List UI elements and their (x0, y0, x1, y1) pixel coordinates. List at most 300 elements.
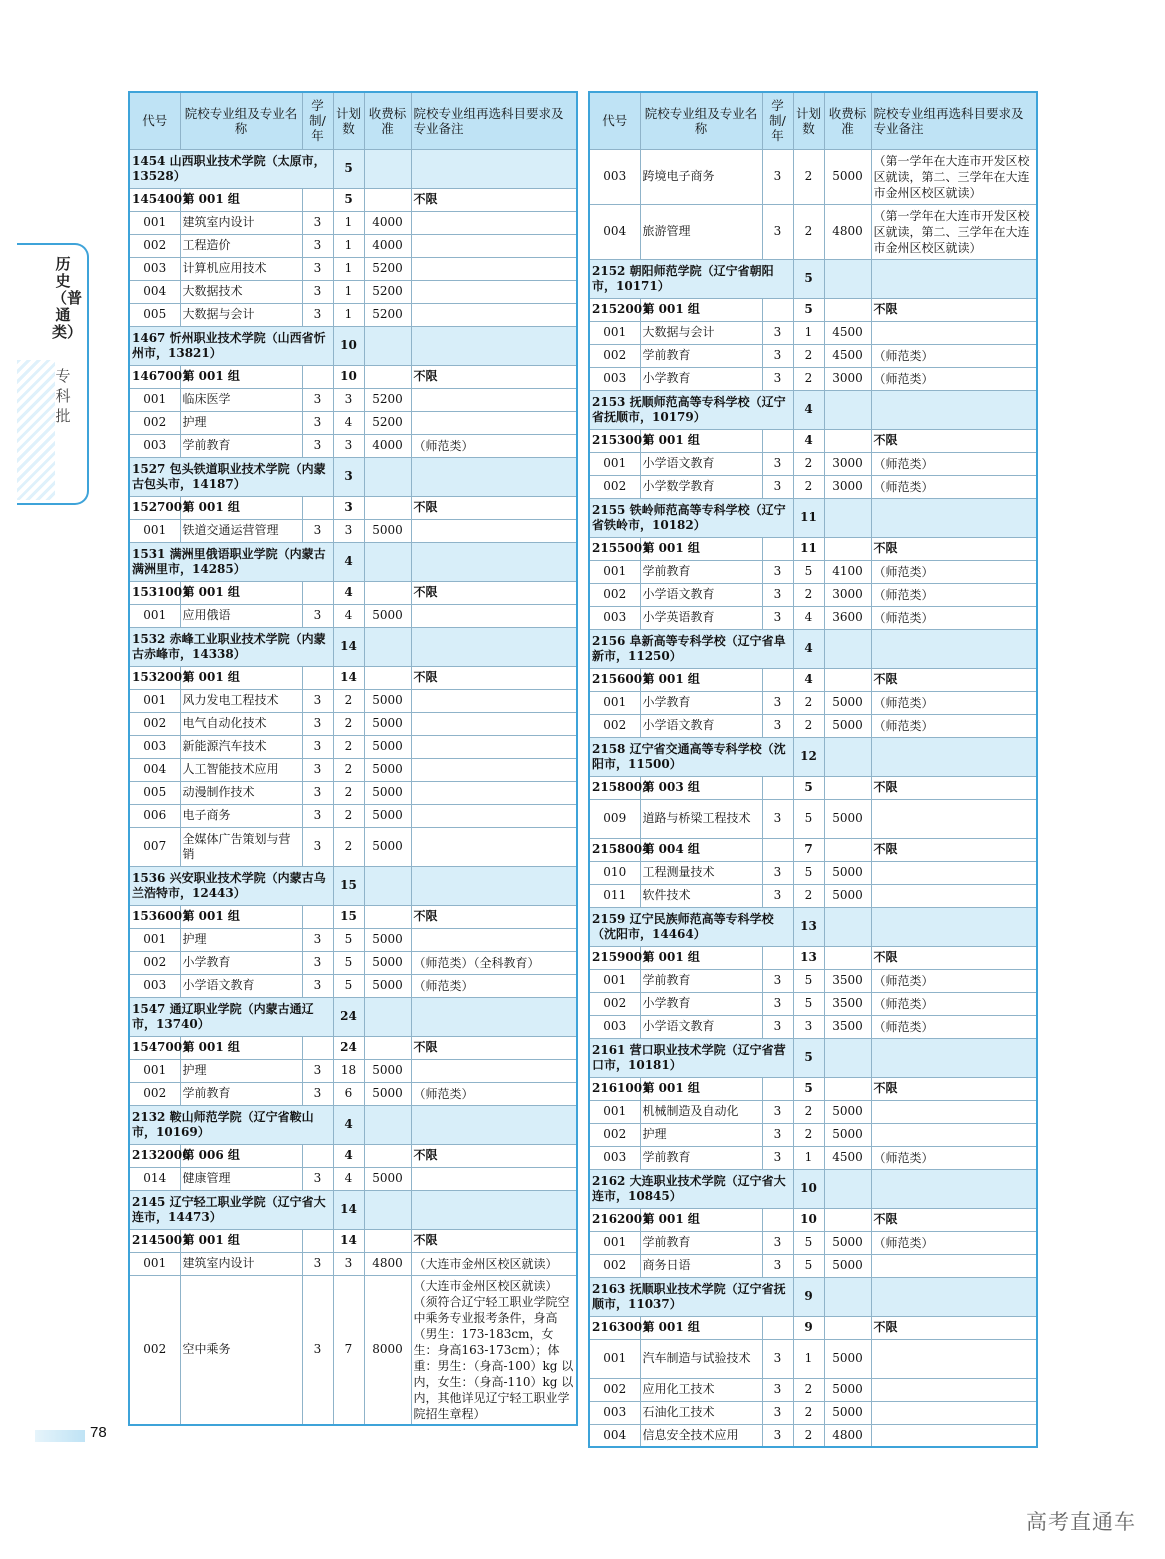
major-remark: （师范类） (871, 992, 1037, 1015)
group-name: 第 003 组 (640, 776, 762, 799)
group-fee (364, 1036, 411, 1059)
major-row (589, 861, 1037, 884)
major-fee: 5000 (364, 951, 411, 974)
group-row (129, 365, 577, 388)
major-plan: 2 (333, 735, 364, 758)
group-code: 1532001 (129, 666, 180, 689)
major-name: 铁道交通运营管理 (180, 519, 302, 542)
major-row (129, 735, 577, 758)
group-row (589, 429, 1037, 452)
institution-plan: 5 (793, 1038, 824, 1077)
major-code: 003 (589, 1015, 640, 1038)
group-code: 2158003 (589, 776, 640, 799)
major-row (589, 1015, 1037, 1038)
group-row (129, 1036, 577, 1059)
institution-name: 1527 包头铁道职业技术学院（内蒙古包头市，14187） (129, 457, 333, 496)
institution-name: 2158 辽宁省交通高等专科学校（沈阳市，11500） (589, 737, 793, 776)
institution-remark (871, 498, 1037, 537)
institution-fee (364, 542, 411, 581)
major-fee: 3000 (824, 367, 871, 390)
major-years: 3 (302, 211, 333, 234)
major-fee: 8000 (364, 1275, 411, 1425)
table-header (589, 92, 1037, 149)
major-years: 3 (302, 234, 333, 257)
major-code: 004 (589, 204, 640, 259)
institution-fee (364, 149, 411, 188)
major-code: 004 (589, 1424, 640, 1447)
major-name: 学前教育 (640, 1231, 762, 1254)
major-row (129, 1167, 577, 1190)
institution-row (589, 1169, 1037, 1208)
major-row (129, 1275, 577, 1425)
group-name: 第 001 组 (640, 1077, 762, 1100)
major-row (589, 560, 1037, 583)
major-fee: 5000 (824, 1254, 871, 1277)
institution-remark (411, 149, 577, 188)
institution-row (589, 737, 1037, 776)
major-fee: 4800 (824, 1424, 871, 1447)
major-name: 人工智能技术应用 (180, 758, 302, 781)
institution-name: 2159 辽宁民族师范高等专科学校（沈阳市，14464） (589, 907, 793, 946)
group-years (302, 365, 333, 388)
major-years: 3 (302, 928, 333, 951)
major-remark: （师范类）（全科教育） (411, 951, 577, 974)
major-remark: （第一学年在大连市开发区校区就读，第二、三学年在大连市金州区校区就读） (871, 149, 1037, 204)
major-name: 建筑室内设计 (180, 211, 302, 234)
major-row (129, 1059, 577, 1082)
major-years: 3 (762, 1123, 793, 1146)
group-plan: 3 (333, 496, 364, 519)
major-years: 3 (302, 827, 333, 866)
major-code: 007 (129, 827, 180, 866)
major-remark (411, 280, 577, 303)
institution-name: 1454 山西职业技术学院（太原市，13528） (129, 149, 333, 188)
major-name: 工程测量技术 (640, 861, 762, 884)
major-plan: 4 (793, 606, 824, 629)
group-code: 2156001 (589, 668, 640, 691)
major-row (589, 1100, 1037, 1123)
major-row (589, 714, 1037, 737)
major-remark (871, 1401, 1037, 1424)
group-years (302, 1036, 333, 1059)
group-plan: 13 (793, 946, 824, 969)
major-name: 小学语文教育 (640, 583, 762, 606)
major-name: 健康管理 (180, 1167, 302, 1190)
major-years: 3 (302, 388, 333, 411)
major-years: 3 (762, 1339, 793, 1378)
group-remark: 不限 (871, 946, 1037, 969)
major-code: 002 (589, 344, 640, 367)
major-plan: 7 (333, 1275, 364, 1425)
institution-row (589, 907, 1037, 946)
institution-remark (871, 907, 1037, 946)
institution-name: 2155 铁岭师范高等专科学校（辽宁省铁岭市，10182） (589, 498, 793, 537)
major-plan: 5 (793, 1254, 824, 1277)
institution-fee (824, 390, 871, 429)
major-remark: （师范类） (871, 367, 1037, 390)
group-plan: 14 (333, 666, 364, 689)
header-name: 院校专业组及专业名称 (640, 92, 762, 149)
group-row (589, 838, 1037, 861)
major-years: 3 (762, 560, 793, 583)
major-name: 护理 (640, 1123, 762, 1146)
header-remark: 院校专业组再选科目要求及专业备注 (411, 92, 577, 149)
major-name: 小学语文教育 (180, 974, 302, 997)
major-name: 小学教育 (640, 367, 762, 390)
institution-row (589, 259, 1037, 298)
major-fee: 5200 (364, 411, 411, 434)
major-code: 002 (129, 1082, 180, 1105)
major-row (129, 280, 577, 303)
major-row (129, 411, 577, 434)
major-fee: 5200 (364, 257, 411, 280)
major-remark (871, 799, 1037, 838)
major-plan: 5 (793, 861, 824, 884)
institution-fee (824, 629, 871, 668)
major-years: 3 (762, 884, 793, 907)
institution-name: 2161 营口职业技术学院（辽宁省营口市，10181） (589, 1038, 793, 1077)
group-years (762, 1077, 793, 1100)
major-code: 003 (589, 367, 640, 390)
major-code: 001 (589, 1339, 640, 1378)
major-code: 001 (589, 1231, 640, 1254)
group-code: 1527001 (129, 496, 180, 519)
group-name: 第 001 组 (640, 429, 762, 452)
major-fee: 5000 (824, 714, 871, 737)
major-remark (411, 689, 577, 712)
major-name: 小学教育 (640, 691, 762, 714)
side-tab-batch: 专科批 (55, 367, 71, 425)
major-row (589, 1378, 1037, 1401)
group-years (762, 537, 793, 560)
major-name: 小学教育 (640, 992, 762, 1015)
group-remark: 不限 (411, 581, 577, 604)
institution-name: 2152 朝阳师范学院（辽宁省朝阳市，10171） (589, 259, 793, 298)
major-name: 大数据技术 (180, 280, 302, 303)
header-plan: 计划数 (333, 92, 364, 149)
major-plan: 2 (333, 827, 364, 866)
major-plan: 3 (333, 388, 364, 411)
institution-fee (364, 627, 411, 666)
major-row (589, 1424, 1037, 1447)
group-fee (364, 1144, 411, 1167)
major-code: 006 (129, 804, 180, 827)
major-row (129, 388, 577, 411)
major-remark: （师范类） (411, 434, 577, 457)
major-plan: 4 (333, 411, 364, 434)
major-code: 005 (129, 303, 180, 326)
group-years (762, 946, 793, 969)
major-code: 010 (589, 861, 640, 884)
major-code: 014 (129, 1167, 180, 1190)
major-row (589, 321, 1037, 344)
institution-fee (364, 1105, 411, 1144)
institution-row (589, 498, 1037, 537)
major-remark (871, 321, 1037, 344)
group-code: 2161001 (589, 1077, 640, 1100)
major-plan: 5 (333, 951, 364, 974)
major-row (589, 1123, 1037, 1146)
institution-name: 1547 通辽职业学院（内蒙古通辽市，13740） (129, 997, 333, 1036)
group-plan: 4 (793, 668, 824, 691)
major-row (129, 234, 577, 257)
major-row (129, 519, 577, 542)
group-code: 1547001 (129, 1036, 180, 1059)
major-years: 3 (302, 735, 333, 758)
major-plan: 2 (793, 1378, 824, 1401)
major-name: 软件技术 (640, 884, 762, 907)
group-remark: 不限 (871, 298, 1037, 321)
major-row (589, 452, 1037, 475)
group-fee (824, 668, 871, 691)
major-years: 3 (762, 969, 793, 992)
institution-row (129, 149, 577, 188)
major-code: 001 (129, 1059, 180, 1082)
major-years: 3 (762, 344, 793, 367)
institution-remark (411, 627, 577, 666)
group-name: 第 001 组 (640, 946, 762, 969)
major-name: 工程造价 (180, 234, 302, 257)
major-plan: 2 (793, 714, 824, 737)
institution-row (129, 326, 577, 365)
major-name: 电气自动化技术 (180, 712, 302, 735)
major-row (129, 827, 577, 866)
major-name: 小学教育 (180, 951, 302, 974)
group-fee (364, 496, 411, 519)
major-plan: 2 (333, 781, 364, 804)
major-code: 001 (129, 211, 180, 234)
major-row (589, 1231, 1037, 1254)
group-row (129, 1144, 577, 1167)
group-fee (364, 905, 411, 928)
group-remark: 不限 (871, 668, 1037, 691)
major-plan: 2 (333, 689, 364, 712)
group-years (762, 668, 793, 691)
group-name: 第 001 组 (640, 1208, 762, 1231)
major-remark (871, 1254, 1037, 1277)
major-name: 护理 (180, 1059, 302, 1082)
major-fee: 5200 (364, 388, 411, 411)
major-code: 003 (129, 974, 180, 997)
major-code: 002 (129, 1275, 180, 1425)
institution-row (589, 1038, 1037, 1077)
major-name: 空中乘务 (180, 1275, 302, 1425)
institution-remark (871, 737, 1037, 776)
major-plan: 1 (333, 211, 364, 234)
major-remark (411, 804, 577, 827)
institution-row (129, 542, 577, 581)
major-name: 大数据与会计 (180, 303, 302, 326)
major-remark (871, 884, 1037, 907)
institution-remark (871, 629, 1037, 668)
major-fee: 5200 (364, 280, 411, 303)
major-fee: 4000 (364, 234, 411, 257)
major-code: 002 (129, 234, 180, 257)
group-code: 2159001 (589, 946, 640, 969)
major-fee: 4000 (364, 434, 411, 457)
group-plan: 4 (333, 581, 364, 604)
major-code: 003 (589, 1146, 640, 1169)
major-remark (411, 303, 577, 326)
major-remark: （师范类） (871, 1231, 1037, 1254)
major-name: 学前教育 (640, 560, 762, 583)
major-years: 3 (762, 799, 793, 838)
major-code: 004 (129, 280, 180, 303)
major-years: 3 (762, 714, 793, 737)
group-name: 第 001 组 (640, 537, 762, 560)
major-remark (871, 861, 1037, 884)
major-remark: （师范类） (871, 1015, 1037, 1038)
major-plan: 3 (793, 1015, 824, 1038)
major-remark: （师范类） (871, 475, 1037, 498)
major-fee: 5000 (364, 827, 411, 866)
major-row (589, 1146, 1037, 1169)
group-row (589, 668, 1037, 691)
major-row (589, 969, 1037, 992)
header-years: 学制/年 (762, 92, 793, 149)
major-row (589, 367, 1037, 390)
group-years (762, 776, 793, 799)
institution-name: 2156 阜新高等专科学校（辽宁省阜新市，11250） (589, 629, 793, 668)
group-plan: 5 (793, 1077, 824, 1100)
major-row (589, 992, 1037, 1015)
group-code: 1531001 (129, 581, 180, 604)
major-name: 风力发电工程技术 (180, 689, 302, 712)
major-plan: 5 (333, 928, 364, 951)
group-remark: 不限 (411, 1036, 577, 1059)
major-code: 005 (129, 781, 180, 804)
institution-fee (824, 259, 871, 298)
institution-plan: 4 (333, 1105, 364, 1144)
institution-row (129, 457, 577, 496)
group-code: 2155001 (589, 537, 640, 560)
institution-plan: 11 (793, 498, 824, 537)
major-years: 3 (762, 1146, 793, 1169)
major-plan: 6 (333, 1082, 364, 1105)
major-fee: 5000 (824, 1401, 871, 1424)
major-code: 001 (589, 1100, 640, 1123)
group-code: 2163001 (589, 1316, 640, 1339)
major-fee: 5000 (364, 804, 411, 827)
major-name: 应用俄语 (180, 604, 302, 627)
group-years (762, 298, 793, 321)
admission-table-right (588, 91, 1038, 1448)
group-plan: 5 (793, 776, 824, 799)
major-years: 3 (762, 452, 793, 475)
major-years: 3 (762, 992, 793, 1015)
major-years: 3 (762, 1100, 793, 1123)
institution-fee (364, 866, 411, 905)
major-code: 003 (129, 735, 180, 758)
institution-fee (824, 498, 871, 537)
major-code: 001 (589, 691, 640, 714)
group-plan: 4 (793, 429, 824, 452)
major-remark: （大连市金州区校区就读） (411, 1252, 577, 1275)
major-remark (411, 758, 577, 781)
group-row (589, 537, 1037, 560)
major-plan: 4 (333, 604, 364, 627)
major-years: 3 (762, 1231, 793, 1254)
major-years: 3 (302, 434, 333, 457)
major-plan: 2 (793, 452, 824, 475)
major-row (589, 1401, 1037, 1424)
major-fee: 5000 (364, 1167, 411, 1190)
header-name: 院校专业组及专业名称 (180, 92, 302, 149)
major-fee: 5000 (364, 604, 411, 627)
major-name: 小学数学教育 (640, 475, 762, 498)
major-row (129, 758, 577, 781)
institution-fee (364, 326, 411, 365)
major-fee: 5000 (824, 1231, 871, 1254)
group-years (302, 581, 333, 604)
institution-name: 2153 抚顺师范高等专科学校（辽宁省抚顺市，10179） (589, 390, 793, 429)
group-remark: 不限 (871, 537, 1037, 560)
major-fee: 5000 (364, 712, 411, 735)
major-remark (411, 781, 577, 804)
group-row (129, 905, 577, 928)
group-years (762, 429, 793, 452)
institution-row (589, 390, 1037, 429)
group-remark: 不限 (411, 496, 577, 519)
group-remark: 不限 (871, 429, 1037, 452)
group-name: 第 004 组 (640, 838, 762, 861)
major-plan: 5 (793, 992, 824, 1015)
major-remark: （师范类） (871, 691, 1037, 714)
header-plan: 计划数 (793, 92, 824, 149)
group-plan: 9 (793, 1316, 824, 1339)
institution-name: 2145 辽宁轻工职业学院（辽宁省大连市，14473） (129, 1190, 333, 1229)
major-fee: 5000 (824, 799, 871, 838)
group-remark: 不限 (871, 1077, 1037, 1100)
group-name: 第 001 组 (180, 365, 302, 388)
group-code: 2132006 (129, 1144, 180, 1167)
group-row (129, 581, 577, 604)
institution-row (589, 1277, 1037, 1316)
institution-plan: 5 (333, 149, 364, 188)
major-fee: 5000 (364, 1059, 411, 1082)
major-fee: 4100 (824, 560, 871, 583)
major-years: 3 (302, 604, 333, 627)
institution-row (129, 1190, 577, 1229)
group-fee (364, 666, 411, 689)
group-remark: 不限 (871, 1208, 1037, 1231)
group-code: 2162001 (589, 1208, 640, 1231)
major-years: 3 (762, 861, 793, 884)
major-remark (871, 1100, 1037, 1123)
major-name: 学前教育 (180, 1082, 302, 1105)
group-remark: 不限 (411, 1144, 577, 1167)
institution-plan: 15 (333, 866, 364, 905)
major-years: 3 (302, 519, 333, 542)
major-years: 3 (302, 804, 333, 827)
major-fee: 5000 (364, 758, 411, 781)
group-code: 2158004 (589, 838, 640, 861)
group-row (589, 298, 1037, 321)
major-fee: 5000 (824, 1378, 871, 1401)
major-plan: 2 (793, 1123, 824, 1146)
group-plan: 15 (333, 905, 364, 928)
major-row (589, 799, 1037, 838)
major-name: 石油化工技术 (640, 1401, 762, 1424)
group-fee (824, 776, 871, 799)
major-name: 大数据与会计 (640, 321, 762, 344)
institution-remark (411, 997, 577, 1036)
major-remark: （大连市金州区校区就读）（须符合辽宁轻工职业学院空中乘务专业报考条件，身高（男生：173-183cm，女生：身高163-173cm）；体重：男生：（身高-100）kg 以内，女生：（身高-110）kg 以内，其他详见辽宁轻工职业学院招生章程） (411, 1275, 577, 1425)
group-years (762, 1208, 793, 1231)
major-name: 学前教育 (640, 1146, 762, 1169)
institution-row (129, 627, 577, 666)
group-name: 第 001 组 (180, 1229, 302, 1252)
